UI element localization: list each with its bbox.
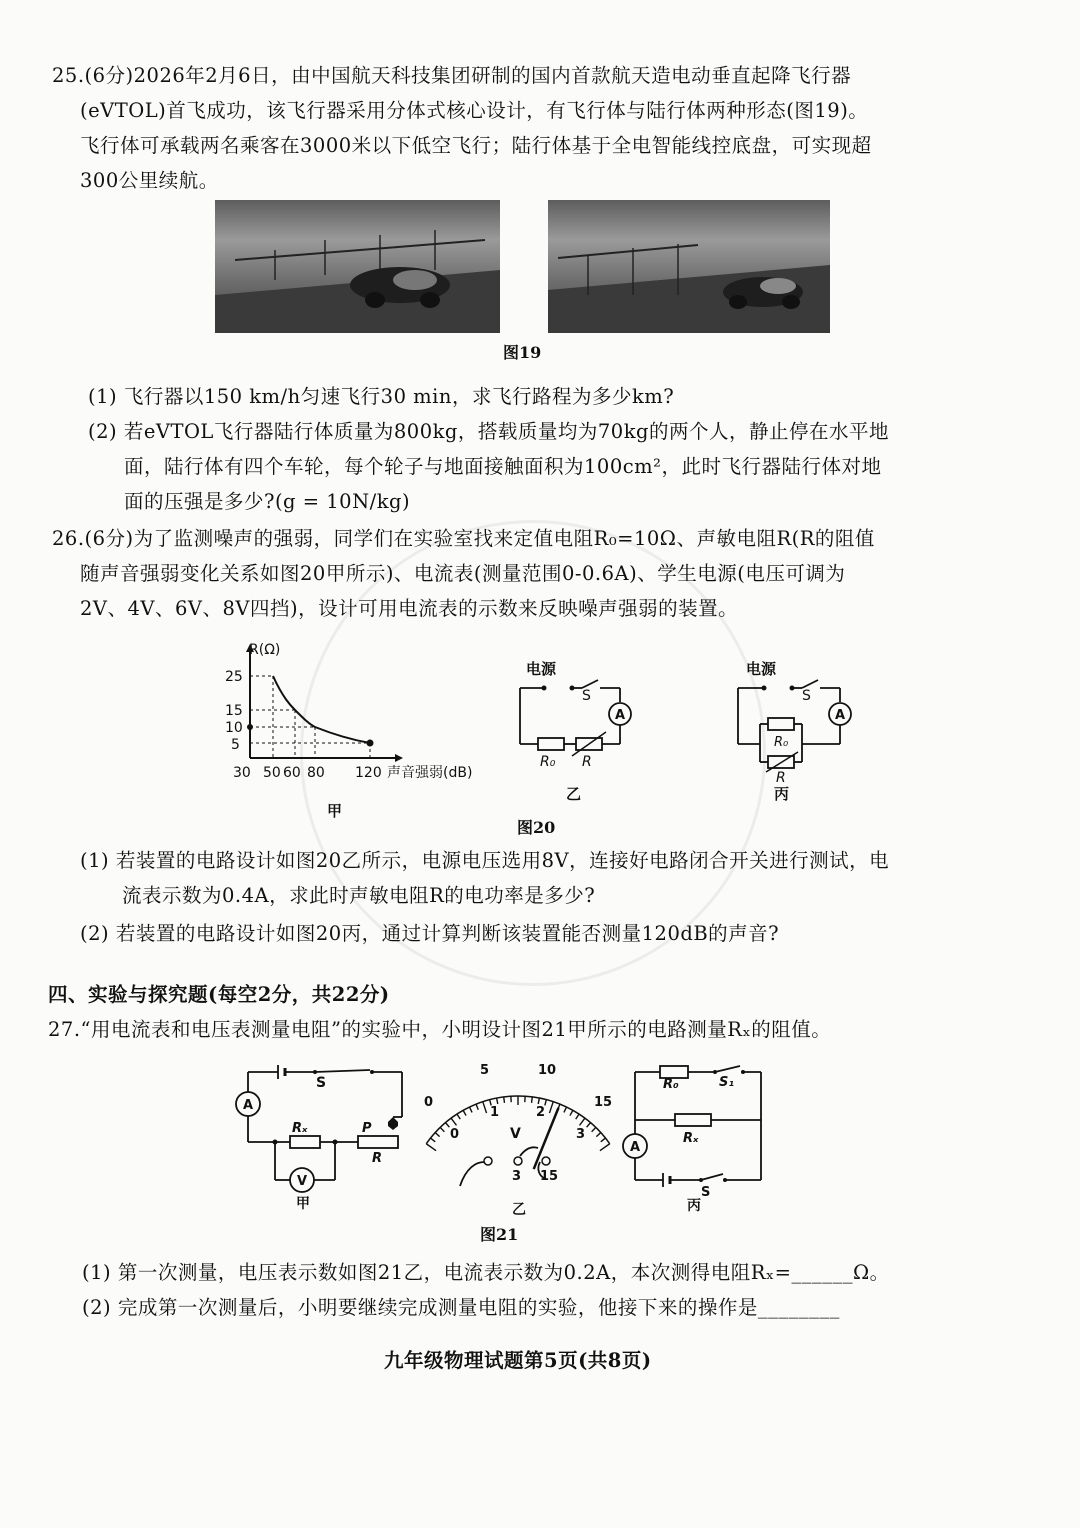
q27-line1: 27.“用电流表和电压表测量电阻”的实验中，小明设计图21甲所示的电路测量Rₓ的阻值。 (48, 1018, 832, 1041)
page-footer: 九年级物理试题第5页(共8页) (384, 1349, 652, 1372)
dial-tick (538, 1098, 539, 1104)
dial-inner-0: 0 (450, 1127, 460, 1142)
section4-title: 四、实验与探究题(每空2分，共22分) (48, 983, 390, 1006)
jia-switch-label: S (316, 1075, 327, 1091)
dial-tick (532, 1097, 533, 1103)
c-bing-label: 丙 (687, 1198, 701, 1214)
dial-tick (483, 1102, 487, 1113)
q25-sub2-line1: (2) 若eVTOL飞行器陆行体质量为800kg，搭载质量均为70kg的两个人，静止停在水平地 (88, 420, 890, 443)
yi-r-label: R (582, 754, 592, 770)
dial-tick (504, 1097, 505, 1103)
graph-xtick-60: 60 (283, 765, 301, 781)
dial-tick (435, 1133, 439, 1137)
dial-tick (426, 1144, 436, 1151)
dial-tick (601, 1138, 606, 1142)
fig20-circuit-yi (510, 652, 640, 802)
jia-r-label: R (372, 1151, 383, 1166)
q27-sub1: (1) 第一次测量，电压表示数如图21乙，电流表示数为0.2A，本次测得电阻Rₓ=______Ω。 (82, 1261, 890, 1284)
bing-switch-label: S (802, 688, 811, 704)
q26-sub1-line1: (1) 若装置的电路设计如图20乙所示，电源电压选用8V，连接好电路闭合开关进行测试，电 (80, 849, 890, 872)
q26-line3: 2V、4V、6V、8V四挡)，设计可用电流表的示数来反映噪声强弱的装置。 (80, 597, 739, 620)
graph-ytick-15: 15 (225, 703, 243, 719)
dial-unit: V (510, 1126, 521, 1142)
dial-tick (600, 1144, 610, 1151)
jia-rx-label: Rₓ (292, 1121, 308, 1136)
dial-tick (549, 1102, 553, 1113)
graph-y-label: R(Ω) (249, 642, 281, 658)
dial-outer-0: 0 (424, 1095, 434, 1110)
evtol-photo-flight (215, 200, 500, 333)
q25-line2: (eVTOL)首飞成功，该飞行器采用分体式核心设计，有飞行体与陆行体两种形态(图19)。 (80, 99, 869, 122)
graph-ytick-10: 10 (225, 720, 243, 736)
graph-label-jia: 甲 (327, 802, 343, 820)
q25-sub2-line2: 面，陆行体有四个车轮，每个轮子与地面接触面积为100cm²，此时飞行器陆行体对地 (124, 455, 882, 478)
dial-tick (463, 1110, 466, 1115)
graph-xtick-50: 50 (263, 765, 281, 781)
dial-inner-2: 2 (536, 1105, 546, 1120)
q25-sub1: (1) 飞行器以150 km/h匀速飞行30 min，求飞行路程为多少km? (88, 385, 675, 408)
fig21-circuit-bing (615, 1062, 775, 1217)
bing-label: 丙 (774, 785, 790, 802)
fig21-voltmeter (418, 1058, 618, 1223)
fig21-caption: 图21 (480, 1225, 519, 1244)
dial-label: 乙 (512, 1202, 526, 1218)
c-bing-s1-label: S₁ (719, 1075, 735, 1090)
q25-sub2-line3: 面的压强是多少?(g = 10N/kg) (124, 490, 411, 513)
yi-label: 乙 (566, 785, 582, 802)
graph-x-label: 声音强弱(dB) (387, 765, 473, 781)
dial-tick (580, 1118, 585, 1125)
fig20-caption: 图20 (517, 818, 556, 837)
dial-tick (431, 1138, 436, 1142)
graph-ytick-5: 5 (231, 737, 240, 753)
q25-line4: 300公里续航。 (80, 169, 219, 192)
evtol-photo-separated (548, 200, 830, 333)
fig21-circuit-jia (230, 1062, 410, 1217)
dial-outer-15: 15 (594, 1095, 613, 1110)
c-bing-switch-label: S (701, 1185, 711, 1200)
dial-tick (570, 1110, 573, 1115)
dial-tick (469, 1107, 472, 1112)
q26-line1: 26.(6分)为了监测噪声的强弱，同学们在实验室找来定值电阻R₀=10Ω、声敏电阻R(R的阻值 (52, 527, 875, 550)
graph-xtick-30: 30 (233, 765, 251, 781)
dial-terminal-15: 15 (540, 1169, 559, 1184)
dial-tick (476, 1104, 478, 1110)
dial-tick (497, 1098, 498, 1104)
bing-ammeter-label: A (835, 708, 846, 723)
c-bing-ammeter-label: A (630, 1140, 641, 1155)
jia-voltmeter-label: V (297, 1174, 308, 1189)
dial-tick (440, 1127, 444, 1131)
c-bing-r0-label: R₀ (663, 1077, 679, 1092)
yi-r0-label: R₀ (540, 754, 556, 770)
jia-ammeter-label: A (243, 1098, 254, 1113)
dial-tick (451, 1118, 456, 1125)
bing-r0-label: R₀ (774, 735, 789, 750)
fig20-circuit-bing (730, 652, 860, 802)
q26-sub1-line2: 流表示数为0.4A，求此时声敏电阻R的电功率是多少? (122, 884, 596, 907)
yi-switch-label: S (582, 688, 591, 704)
dial-tick (596, 1133, 600, 1137)
yi-power-label: 电源 (526, 660, 557, 678)
dial-tick (576, 1114, 579, 1119)
fig19-caption: 图19 (503, 343, 542, 362)
q27-sub2: (2) 完成第一次测量后，小明要继续完成测量电阻的实验，他接下来的操作是________ (82, 1296, 840, 1319)
q26-line2: 随声音强弱变化关系如图20甲所示)、电流表(测量范围0-0.6A)、学生电源(电压可调为 (80, 562, 846, 585)
graph-ytick-25: 25 (225, 669, 243, 685)
dial-ticks (426, 1096, 609, 1151)
dial-outer-10: 10 (538, 1063, 557, 1078)
bing-power-label: 电源 (746, 660, 777, 678)
dial-inner-3: 3 (576, 1127, 586, 1142)
graph-xtick-80: 80 (307, 765, 325, 781)
jia-p-label: P (362, 1121, 372, 1136)
c-bing-rx-label: Rₓ (683, 1131, 699, 1146)
q25-line1: 25.(6分)2026年2月6日，由中国航天科技集团研制的国内首款航天造电动垂直起降飞行器 (52, 64, 852, 87)
dial-tick (446, 1123, 450, 1128)
dial-tick (564, 1107, 567, 1112)
dial-tick (587, 1123, 591, 1128)
graph-xtick-120: 120 (355, 765, 382, 781)
fig20-graph (225, 638, 515, 823)
q26-sub2: (2) 若装置的电路设计如图20丙，通过计算判断该装置能否测量120dB的声音? (80, 922, 780, 945)
dial-tick (457, 1114, 460, 1119)
jia-label: 甲 (296, 1196, 310, 1212)
dial-tick (592, 1127, 596, 1131)
yi-ammeter-label: A (615, 708, 626, 723)
q25-line3: 飞行体可承载两名乘客在3000米以下低空飞行；陆行体基于全电智能线控底盘，可实现超 (80, 134, 872, 157)
bing-r-label: R (776, 770, 786, 786)
dial-terminal-3: 3 (512, 1169, 522, 1184)
dial-outer-5: 5 (480, 1063, 490, 1078)
dial-tick (545, 1100, 547, 1106)
dial-inner-1: 1 (490, 1105, 500, 1120)
